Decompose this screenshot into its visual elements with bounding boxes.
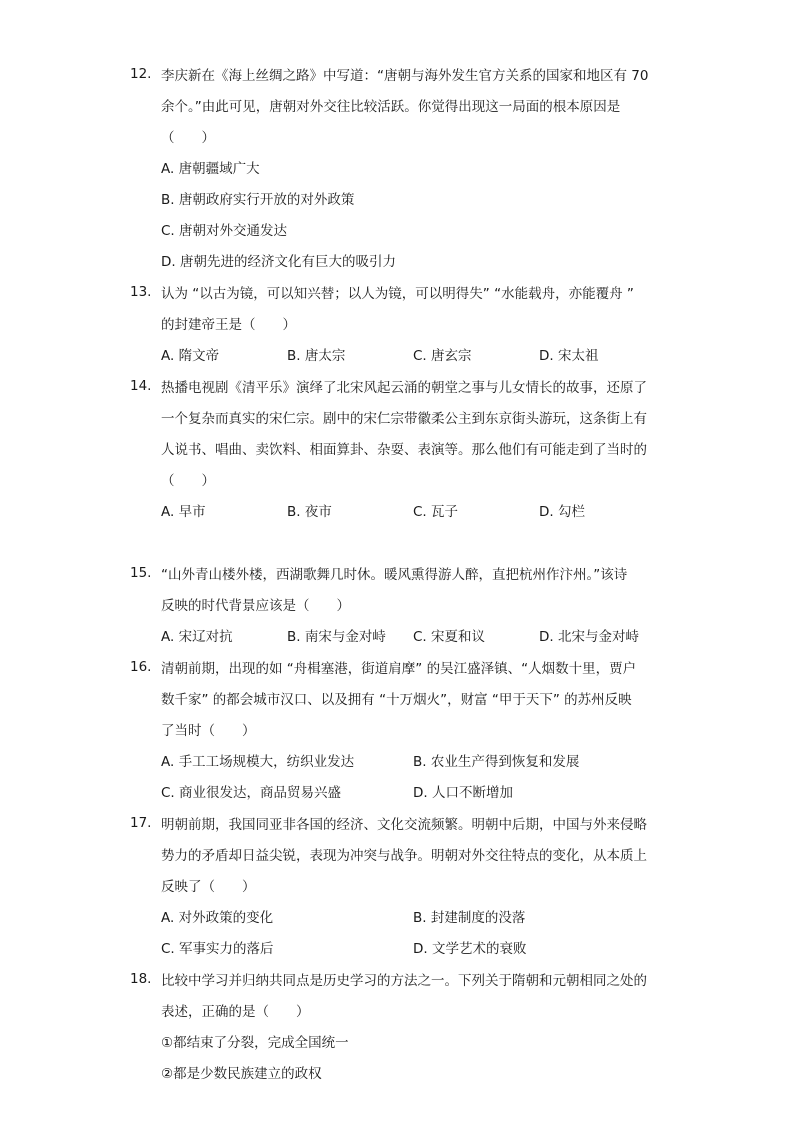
question-stem-line: 的封建帝王是（ ） [161,317,296,333]
question-stem-line: 热播电视剧《清平乐》演绎了北宋风起云涌的朝堂之事与儿女情长的故事，还原了 [161,380,647,396]
answer-blank: （ ） [161,473,215,489]
option-c: C. 唐玄宗 [413,348,472,364]
option-c: C. 唐朝对外交通发达 [161,223,288,239]
option-b: B. 南宋与金对峙 [287,629,386,645]
option-a: A. 宋辽对抗 [161,629,233,645]
option-a: A. 对外政策的变化 [161,910,274,926]
option-a: A. 隋文帝 [161,348,220,364]
question-stem-line: 明朝前期，我国同亚非各国的经济、文化交流频繁。明朝中后期，中国与外来侵略 [161,817,647,833]
question-stem-line: 反映的时代背景应该是（ ） [161,598,350,614]
question-stem-line: 势力的矛盾却日益尖锐，表现为冲突与战争。明朝对外交往特点的变化，从本质上 [161,848,647,864]
option-c: C. 宋夏和议 [413,629,486,645]
option-d: D. 人口不断增加 [413,785,513,801]
question-stem-line: 反映了（ ） [161,879,256,895]
question-number: 13. [130,284,152,300]
question-number: 15. [130,565,152,581]
question-number: 17. [130,815,152,831]
option-d: D. 勾栏 [539,504,585,520]
option-d: D. 文学艺术的衰败 [413,941,527,957]
option-a: A. 手工工场规模大，纺织业发达 [161,754,355,770]
option-d: D. 北宋与金对峙 [539,629,639,645]
option-b: B. 夜市 [287,504,332,520]
question-number: 16. [130,659,152,675]
question-stem-line: “山外青山楼外楼，西湖歌舞几时休。暖风熏得游人醉，直把杭州作汴州。”该诗 [161,567,628,583]
question-stem-line: 一个复杂而真实的宋仁宗。剧中的宋仁宗带徽柔公主到东京街头游玩，这条街上有 [161,411,647,427]
option-c: C. 商业很发达，商品贸易兴盛 [161,785,342,801]
statement-2: ②都是少数民族建立的政权 [161,1066,322,1082]
option-d: D. 唐朝先进的经济文化有巨大的吸引力 [161,254,396,270]
option-c: C. 军事实力的落后 [161,941,274,957]
question-stem-line: 比较中学习并归纳共同点是历史学习的方法之一。下列关于隋朝和元朝相同之处的 [161,973,647,989]
question-number: 18. [130,971,152,987]
question-stem-line: 表述，正确的是（ ） [161,1004,310,1020]
question-number: 14. [130,378,152,394]
question-stem-line: 余个。”由此可见，唐朝对外交往比较活跃。你觉得出现这一局面的根本原因是 [161,99,621,115]
option-a: A. 唐朝疆域广大 [161,161,260,177]
option-b: B. 唐朝政府实行开放的对外政策 [161,192,355,208]
option-b: B. 唐太宗 [287,348,346,364]
option-c: C. 瓦子 [413,504,459,520]
answer-blank: （ ） [161,130,215,146]
option-d: D. 宋太祖 [539,348,599,364]
question-stem-line: 李庆新在《海上丝绸之路》中写道：“唐朝与海外发生官方关系的国家和地区有 70 [161,68,649,84]
statement-1: ①都结束了分裂，完成全国统一 [161,1035,349,1051]
option-a: A. 早市 [161,504,206,520]
question-number: 12. [130,66,152,82]
option-b: B. 农业生产得到恢复和发展 [413,754,580,770]
question-stem-line: 清朝前期，出现的如 “舟楫塞港，街道肩摩” 的吴江盛泽镇、“人烟数十里，贾户 [161,661,637,677]
question-stem-line: 认为 “以古为镜，可以知兴替；以人为镜，可以明得失” “水能载舟，亦能覆舟 ” [161,286,634,302]
question-stem-line: 数千家” 的都会城市汉口、以及拥有 “十万烟火”，财富 “甲于天下” 的苏州反映 [161,692,632,708]
question-stem-line: 人说书、唱曲、卖饮料、相面算卦、杂耍、表演等。那么他们有可能走到了当时的 [161,442,647,458]
option-b: B. 封建制度的没落 [413,910,526,926]
question-stem-line: 了当时（ ） [161,723,256,739]
